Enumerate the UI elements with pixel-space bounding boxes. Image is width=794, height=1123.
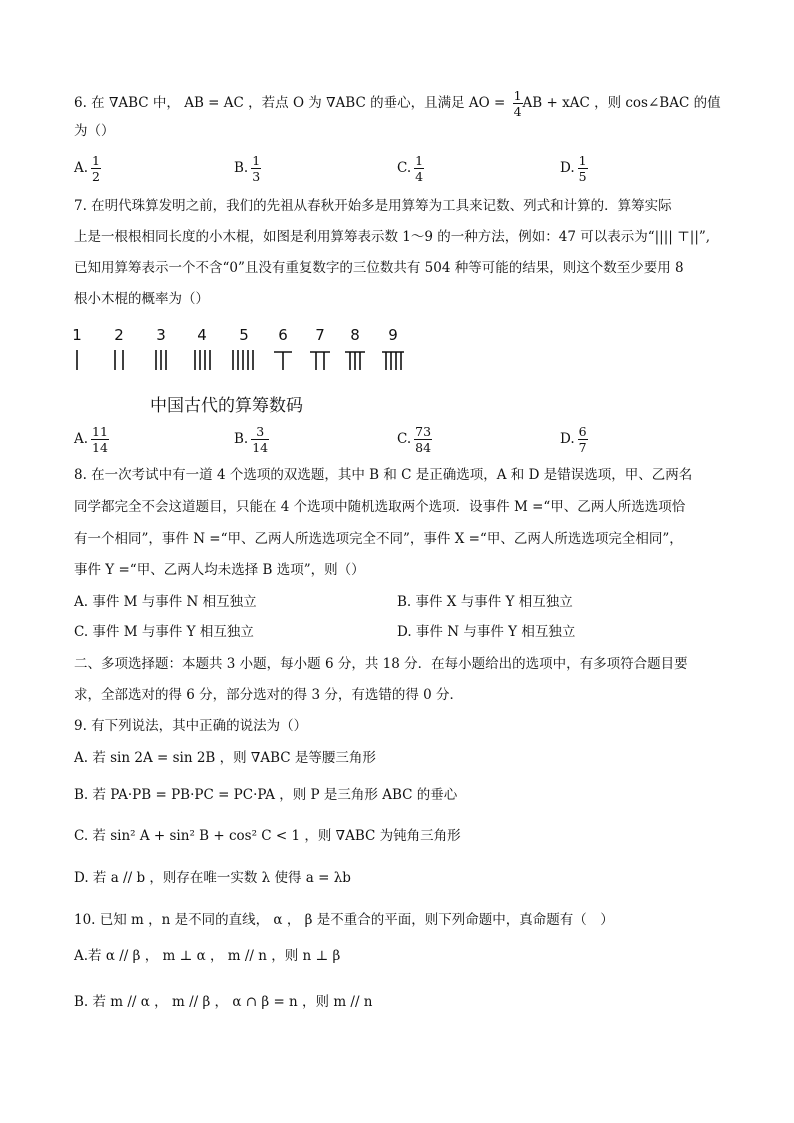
q10-option-a: A.若 α // β ， m ⊥ α ， m // n ，则 n ⊥ β <box>74 948 341 964</box>
digit-label: 6 <box>278 326 288 344</box>
digit-label: 3 <box>156 326 166 344</box>
q7-line1: 7. 在明代珠算发明之前，我们的先祖从春秋开始多是用算筹为工具来记数、列式和计算的．算筹实际 <box>74 198 672 214</box>
rod-glyph-7 <box>305 350 335 372</box>
rod-glyph-1 <box>62 350 92 372</box>
q6-stem-start: 6. 在 ∇ABC 中， AB = AC ，若点 O 为 ∇ABC 的垂心，且满足 AO = <box>74 95 510 111</box>
fraction-denominator: 7 <box>578 440 587 455</box>
fraction-numerator: 73 <box>415 424 432 439</box>
option-fraction <box>578 153 588 184</box>
rod-numeral-3 <box>146 326 176 372</box>
q6-line2: 为（） <box>74 123 115 139</box>
q7-line3: 已知用算筹表示一个不含“0”且没有重复数字的三位数共有 504 种等可能的结果，则这个数至少要用 8 <box>74 260 684 276</box>
q6-line1 <box>74 88 721 119</box>
rod-numeral-4 <box>187 326 217 372</box>
fraction-denominator: 14 <box>92 440 108 455</box>
fraction-denominator: 3 <box>252 169 261 184</box>
q6-option-d <box>560 153 588 184</box>
option-fraction <box>414 153 424 184</box>
q9-option-b: B. 若 PA·PB = PB·PC = PC·PA ，则 P 是三角形 ABC 的垂心 <box>74 787 458 803</box>
rod-numeral-1 <box>62 326 92 372</box>
fraction-numerator: 1 <box>578 153 587 168</box>
fraction-denominator: 2 <box>92 169 100 184</box>
digit-label: 4 <box>197 326 207 344</box>
rod-glyph-2 <box>104 350 134 372</box>
rod-numeral-5 <box>229 326 259 372</box>
q7-line4: 根小木棍的概率为（） <box>74 291 209 307</box>
rod-glyph-9 <box>378 350 408 372</box>
option-label: C. <box>397 160 412 176</box>
option-label: D. <box>560 431 575 447</box>
rod-glyph-8 <box>340 350 370 372</box>
q9-stem: 9. 有下列说法，其中正确的说法为（） <box>74 718 308 734</box>
fraction-denominator: 14 <box>252 440 269 455</box>
rod-numeral-7 <box>305 326 335 372</box>
section2-line1: 二、多项选择题：本题共 3 小题，每小题 6 分，共 18 分．在每小题给出的选项中，有多项符合题目要 <box>74 656 688 672</box>
option-label: C. <box>397 431 412 447</box>
q8-line2: 同学都完全不会这道题目，只能在 4 个选项中随机选取两个选项．设事件 M =“甲、乙两人所选选项恰 <box>74 499 686 515</box>
q7-line2: 上是一根根相同长度的小木棍，如图是利用算筹表示数 1～9 的一种方法，例如：47 可以表示为“|||| ⊤||”, <box>74 229 711 245</box>
option-fraction <box>414 424 432 455</box>
q8-line1: 8. 在一次考试中有一道 4 个选项的双选题，其中 B 和 C 是正确选项，A 和 D 是错误选项，甲、乙两名 <box>74 467 693 483</box>
q10-stem: 10. 已知 m ，n 是不同的直线， α ， β 是不重合的平面，则下列命题中，真命题有（ ） <box>74 912 614 928</box>
q8-option-c: C. 事件 M 与事件 Y 相互独立 <box>74 624 254 640</box>
fraction-numerator: 1 <box>415 153 424 168</box>
q8-option-d: D. 事件 N 与事件 Y 相互独立 <box>397 624 576 640</box>
figure-caption: 中国古代的算筹数码 <box>150 396 303 416</box>
q7-option-b <box>234 424 269 455</box>
q9-option-c: C. 若 sin² A + sin² B + cos² C < 1 ，则 ∇ABC 为钝角三角形 <box>74 828 461 844</box>
option-fraction <box>91 153 101 184</box>
q6-option-c <box>397 153 424 184</box>
option-fraction <box>578 424 588 455</box>
q9-option-d: D. 若 a // b ，则存在唯一实数 λ 使得 a = λb <box>74 870 351 886</box>
q8-option-a: A. 事件 M 与事件 N 相互独立 <box>74 594 257 610</box>
section2-line2: 求，全部选对的得 6 分，部分选对的得 3 分，有选错的得 0 分． <box>74 687 464 703</box>
digit-label: 9 <box>388 326 398 344</box>
digit-label: 1 <box>72 326 82 344</box>
option-fraction <box>251 424 269 455</box>
option-fraction <box>91 424 109 455</box>
fraction-denominator: 84 <box>415 440 432 455</box>
option-label: A. <box>74 160 89 176</box>
q9-option-a: A. 若 sin 2A = sin 2B ，则 ∇ABC 是等腰三角形 <box>74 750 376 766</box>
digit-label: 8 <box>350 326 360 344</box>
q6-option-a <box>74 153 101 184</box>
rod-glyph-6 <box>268 350 298 372</box>
option-fraction <box>251 153 261 184</box>
fraction-numerator: 11 <box>92 424 108 439</box>
fraction-numerator: 3 <box>251 424 269 440</box>
fraction-denominator: 4 <box>513 104 522 119</box>
q10-option-b: B. 若 m // α ， m // β ， α ∩ β = n ，则 m // n <box>74 994 373 1010</box>
q7-option-a <box>74 424 109 455</box>
fraction-numerator: 1 <box>92 153 100 168</box>
fraction-denominator: 4 <box>415 169 424 184</box>
q6-stem-tail: AB + xAC ，则 cos∠BAC 的值 <box>522 95 721 111</box>
q7-option-c <box>397 424 432 455</box>
option-label: B. <box>234 431 249 447</box>
q6-option-b <box>234 153 261 184</box>
option-label: B. <box>234 160 249 176</box>
option-label: D. <box>560 160 575 176</box>
rod-numeral-2 <box>104 326 134 372</box>
rod-numeral-9 <box>378 326 408 372</box>
q7-option-d <box>560 424 588 455</box>
fraction-numerator: 1 <box>513 88 522 103</box>
q8-option-b: B. 事件 X 与事件 Y 相互独立 <box>397 594 573 610</box>
rod-glyph-5 <box>229 350 259 372</box>
digit-label: 7 <box>315 326 325 344</box>
q8-line3: 有一个相同”，事件 N =“甲、乙两人所选选项完全不同”，事件 X =“甲、乙两人所选选项完全相同”， <box>74 531 683 547</box>
rod-numeral-6 <box>268 326 298 372</box>
fraction-numerator: 6 <box>578 424 587 439</box>
fraction-numerator: 1 <box>252 153 261 168</box>
option-label: A. <box>74 431 89 447</box>
rod-glyph-4 <box>187 350 217 372</box>
rod-glyph-3 <box>146 350 176 372</box>
rod-numeral-8 <box>340 326 370 372</box>
digit-label: 5 <box>239 326 249 344</box>
q6-stem-fraction <box>513 88 523 119</box>
digit-label: 2 <box>114 326 124 344</box>
q8-line4: 事件 Y =“甲、乙两人均未选择 B 选项”，则（） <box>74 562 365 578</box>
fraction-denominator: 5 <box>578 169 587 184</box>
